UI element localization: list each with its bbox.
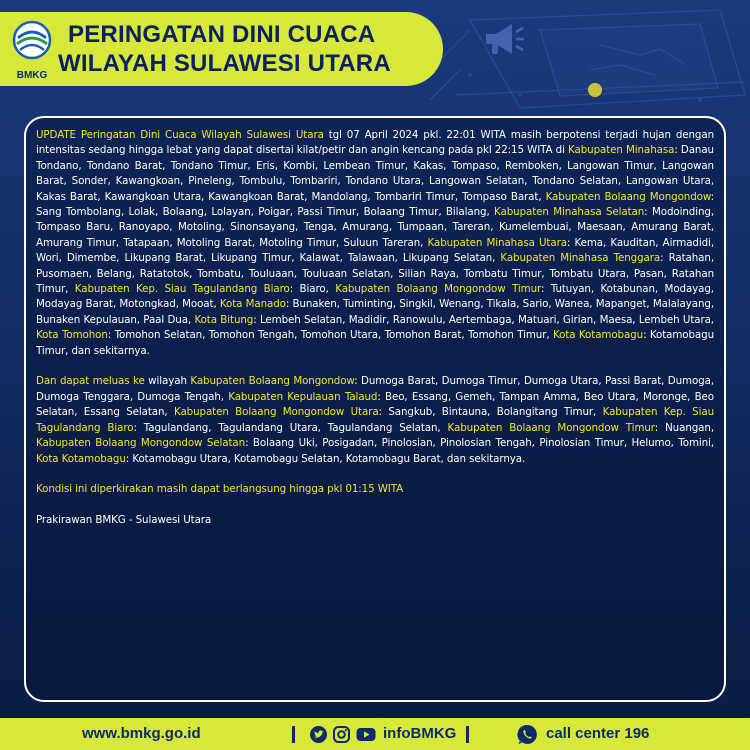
logo-label: BMKG xyxy=(16,70,48,81)
body-text: : Kotamobagu Timur, dan sekitarnya. xyxy=(36,329,715,357)
instagram-icon[interactable] xyxy=(333,726,350,743)
body-text: : Tutuyan, Kotabunan, Modayag, Modayag Barat, Motongkad, Mooat, xyxy=(36,283,714,311)
highlighted-text: Kabupaten Minahasa Tenggara xyxy=(500,252,661,265)
highlighted-text: Kabupaten Minahasa xyxy=(568,144,675,157)
highlighted-text: Kabupaten Minahasa Utara xyxy=(427,236,567,249)
highlighted-text: Kondisi ini diperkirakan masih dapat berlangsung hingga pkl 01:15 WITA xyxy=(36,483,404,496)
highlighted-text: Kabupaten Bolaang Mongondow Timur xyxy=(335,283,541,296)
body-text: : Danau Tondano, Tondano Barat, Tondano Timur, Eris, Kombi, Lembean Timur, Kakas, Tompaso, Remboken, Langowan Timur, Langowan Barat, Sonder, Kawangkoan, Pineleng, Tombulu, Tombariri, Tondano Utara, Langowan Selatan, Tondano Selatan, Langowan Utara, Kakas Barat, Kawangkoan Utara, Kawangkoan Barat, Mandolang, Tombariri Timur, Tompaso Barat, xyxy=(36,144,714,203)
warning-paragraph xyxy=(36,482,714,497)
highlighted-text: UPDATE Peringatan Dini Cuaca Wilayah Sulawesi Utara xyxy=(36,129,324,141)
body-text: : Dumoga Barat, Dumoga Timur, Dumoga Utara, Passi Barat, Dumoga, Dumoga Tenggara, Dumoga Tengah, xyxy=(36,375,714,403)
highlighted-text: Kabupaten Bolaang Mongondow Timur xyxy=(447,421,655,434)
body-text: : Beo, Essang, Gemeh, Tampan Amma, Beo Utara, Moronge, Beo Selatan, Essang Selatan, xyxy=(36,390,714,419)
highlighted-text: Dan dapat meluas ke xyxy=(36,375,145,388)
body-text: : Bolaang Uki, Posigadan, Pinolosian, Pinolosian Tengah, Pinolosian Timur, Helumo, Tomini, xyxy=(245,437,714,450)
body-text: Prakirawan BMKG - Sulawesi Utara xyxy=(36,514,212,527)
body-text: : Nuangan, xyxy=(654,421,714,434)
highlighted-text: Kabupaten Kep. Siau Tagulandang Biaro xyxy=(36,406,715,434)
warning-paragraph xyxy=(36,513,714,528)
warning-paragraph xyxy=(36,374,714,466)
highlighted-text: Kabupaten Minahasa Selatan xyxy=(494,206,645,219)
bmkg-logo xyxy=(12,18,52,80)
body-text: : Sangkub, Bintauna, Bolangitang Timur, xyxy=(378,406,603,419)
body-text: : Tagulandang, Tagulandang Utara, Tagulandang Selatan, xyxy=(133,421,448,434)
highlighted-text: Kota Kotamobagu xyxy=(552,329,644,342)
body-text: tgl 07 April 2024 pkl. 22:01 WITA masih berpotensi terjadi hujan dengan intensitas sedang hingga lebat yang dapat disertai kilat/petir dan angin kencang pada pkl 22:15 WITA di xyxy=(36,129,714,157)
body-text: : Sang Tombolang, Lolak, Bolaang, Lolayan, Poigar, Passi Timur, Bolaang Timur, Bilalang, xyxy=(36,190,714,219)
footer-divider xyxy=(466,726,469,743)
highlighted-text: Kota Manado xyxy=(219,298,286,311)
megaphone-icon xyxy=(482,20,526,58)
body-text: : Kema, Kauditan, Airmadidi, Wori, Dimembe, Likupang Barat, Likupang Timur, Kalawat, Talawaan, Likupang Selatan, xyxy=(36,236,714,265)
highlighted-text: Kota Bitung xyxy=(194,313,254,326)
warning-panel xyxy=(24,116,726,702)
body-text: : Modoinding, Tompaso Baru, Ranoyapo, Motoling, Sinonsayang, Tenga, Amurang, Tumpaan, Tareran, Kumelembuai, Maesaan, Amurang Barat, Amurang Timur, Tatapaan, Motoling Barat, Motoling Timur, Suluun Tareran, xyxy=(36,206,714,249)
body-text: : Bunaken, Tuminting, Singkil, Wenang, Tikala, Sario, Wanea, Mapanget, Malalayang, Bunaken Kepulauan, Paal Dua, xyxy=(36,298,714,326)
call-center[interactable]: call center 196 xyxy=(546,725,650,742)
highlighted-text: Kabupaten Kep. Siau Tagulandang Biaro xyxy=(74,283,290,296)
body-text: : Lembeh Selatan, Madidir, Ranowulu, Aertembaga, Matuari, Girian, Maesa, Lembeh Utara, xyxy=(253,313,714,326)
twitter-icon[interactable] xyxy=(310,726,327,743)
footer-bar xyxy=(0,718,750,750)
body-text: : Biaro, xyxy=(289,283,336,296)
highlighted-text: Kota Tomohon xyxy=(36,329,108,342)
whatsapp-phone-icon xyxy=(517,724,538,745)
youtube-icon[interactable] xyxy=(356,726,376,743)
highlighted-text: Kabupaten Bolaang Mongondow Selatan xyxy=(36,437,246,450)
body-text: wilayah xyxy=(144,375,191,388)
warning-text xyxy=(36,128,714,544)
social-handle[interactable]: infoBMKG xyxy=(383,725,457,742)
highlighted-text: Kabupaten Kepulauan Talaud xyxy=(228,390,378,403)
body-text: : Kotamobagu Utara, Kotamobagu Selatan, Kotamobagu Barat, dan sekitarnya. xyxy=(125,452,526,465)
body-text: : Tomohon Selatan, Tomohon Tengah, Tomohon Utara, Tomohon Barat, Tomohon Timur, xyxy=(107,329,553,342)
highlighted-text: Kabupaten Bolaang Mongondow xyxy=(190,375,355,388)
title-line-1: PERINGATAN DINI CUACA xyxy=(68,21,376,48)
website-link[interactable]: www.bmkg.go.id xyxy=(82,725,201,742)
highlighted-text: Kabupaten Bolaang Mongondow Utara xyxy=(173,406,379,419)
title-banner xyxy=(0,12,443,86)
bmkg-emblem-icon xyxy=(12,18,52,68)
body-text: : Ratahan, Pusomaen, Belang, Ratatotok, Tombatu, Touluaan, Touluaan Selatan, Silian Raya, Tombatu Timur, Tombatu Utara, Pasan, Ratahan Timur, xyxy=(36,252,714,296)
page-title xyxy=(58,20,438,78)
footer-divider xyxy=(292,726,295,743)
warning-paragraph xyxy=(36,128,714,359)
highlighted-text: Kota Kotamobagu xyxy=(36,452,126,465)
highlighted-text: Kabupaten Bolaang Mongondow xyxy=(545,190,711,203)
title-line-2: WILAYAH SULAWESI UTARA xyxy=(58,50,391,77)
